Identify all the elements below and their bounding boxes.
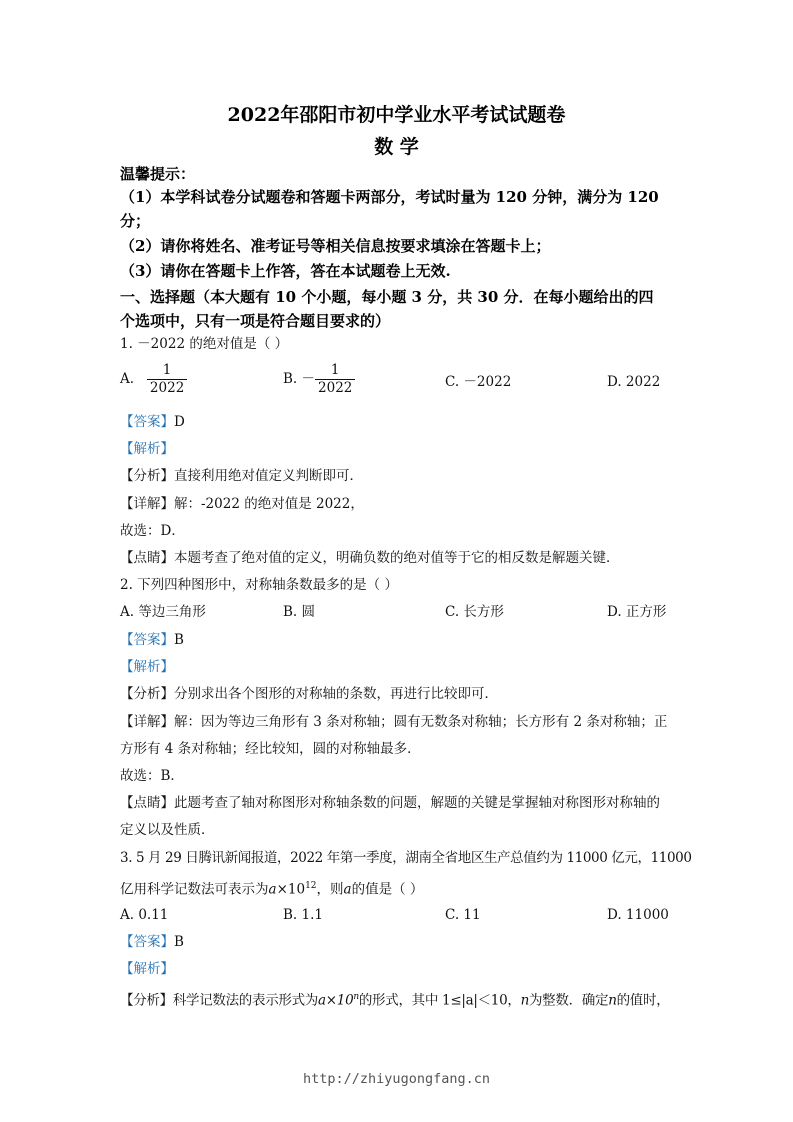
tip-1-cont: 分； [120,212,151,230]
q3-analysis: 【分析】科学记数法的表示形式为$a\times 10^n$的形式，其中 1≤|a|＜10，n为整数．确定n的值时， [120,992,670,1009]
q3-answer: 【答案】B [120,934,184,950]
q2-answer: 【答案】B [120,632,184,648]
q2-option-a: A. 等边三角形 [120,604,206,620]
page-title: 2022年邵阳市初中学业水平考试试题卷 [227,104,566,126]
q2-detail: 【详解】解：因为等边三角形有 3 条对称轴；圆有无数条对称轴；长方形有 2 条对称轴；正 [120,714,668,730]
q3-option-d: D. 11000 [607,907,669,923]
q2-comment-cont: 定义以及性质． [120,822,215,838]
subject-title: 数 学 [374,136,419,158]
q2-choice: 故选：B． [120,768,184,784]
tip-3: （3）请你在答题卡上作答，答在本试题卷上无效. [120,262,451,280]
q2-option-b: B. 圆 [283,604,316,620]
q2-option-c: C. 长方形 [445,604,504,620]
q1-stem: 1. －2022 的绝对值是（ ） [120,336,289,352]
q1-comment: 【点睛】本题考查了绝对值的定义，明确负数的绝对值等于它的相反数是解题关键． [120,550,620,566]
q1-option-a: A. $\frac{1}{2022}$ [120,362,187,397]
q3-option-b: B. 1.1 [283,907,323,923]
tips-heading: 温馨提示： [120,165,196,183]
q1-option-d: D. 2022 [607,374,661,390]
q1-option-a-fraction: $\frac{1}{2022}$ [147,362,187,397]
source-url: http://zhiyugongfang.cn [303,1071,490,1087]
q2-jiexi-label: 【解析】 [120,659,174,675]
section-heading: 一、选择题（本大题有 10 个小题，每小题 3 分，共 30 分．在每小题给出的四 [120,288,654,306]
q1-choice: 故选：D． [120,523,185,539]
q2-analysis: 【分析】分别求出各个图形的对称轴的条数，再进行比较即可． [120,686,498,702]
q1-analysis: 【分析】直接利用绝对值定义判断即可． [120,468,363,484]
q3-option-c: C. 11 [445,907,481,923]
q1-jiexi-label: 【解析】 [120,441,174,457]
q3-option-a: A. 0.11 [120,907,169,923]
q1-option-b-fraction: $\frac{1}{2022}$ [315,362,355,397]
q1-detail: 【详解】解：-2022 的绝对值是 2022， [120,496,364,512]
q1-answer: 【答案】D [120,414,185,430]
q3-jiexi-label: 【解析】 [120,961,174,977]
q3-stem: 3. 5 月 29 日腾讯新闻报道，2022 年第一季度，湖南全省地区生产总值约为 11000 亿元，11000 [120,850,692,866]
q3-stem-cont: 亿用科学记数法可表示为$a\times 10^{12}$，则a的值是（ ） [120,881,424,898]
q2-option-d: D. 正方形 [607,604,667,620]
q2-comment: 【点睛】此题考查了轴对称图形对称轴条数的问题，解题的关键是掌握轴对称图形对称轴的 [120,795,660,811]
section-heading-cont: 个选项中，只有一项是符合题目要求的） [120,312,391,330]
q2-stem: 2. 下列四种图形中，对称轴条数最多的是（ ） [120,577,398,593]
q1-option-b: B. － $\frac{1}{2022}$ [283,362,355,397]
q1-option-c: C. －2022 [445,374,512,390]
q2-detail-cont: 方形有 4 条对称轴；经比较知，圆的对称轴最多． [120,741,421,757]
tip-1: （1）本学科试卷分试题卷和答题卡两部分，考试时量为 120 分钟，满分为 120 [120,188,659,206]
tip-2: （2）请你将姓名、准考证号等相关信息按要求填涂在答题卡上； [120,237,551,255]
